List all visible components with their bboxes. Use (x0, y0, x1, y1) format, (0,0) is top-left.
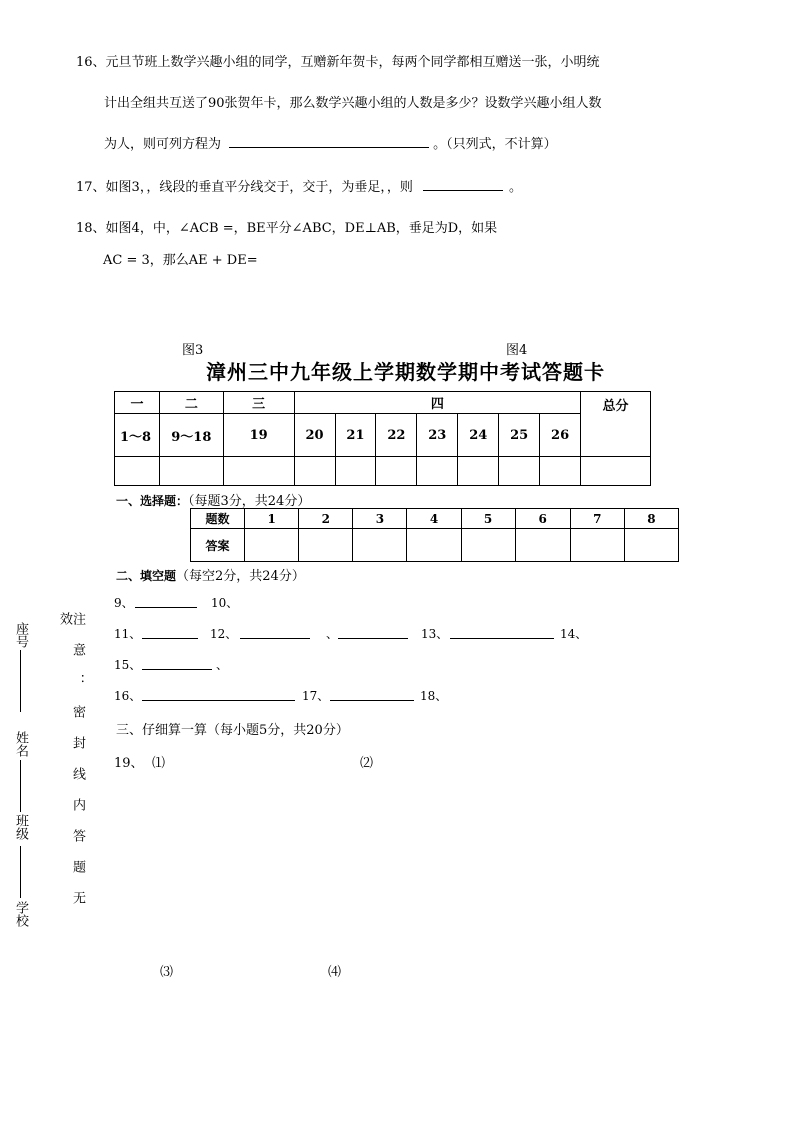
fill-16-label: 16、 (114, 689, 142, 703)
fill-18-label: 18、 (420, 689, 448, 703)
score-table (114, 391, 651, 486)
q19-part3: ⑶ (160, 965, 174, 980)
fill-12-blank-b[interactable] (338, 638, 408, 639)
score-cell[interactable] (376, 457, 417, 486)
score-header-2: 二 (159, 392, 223, 414)
choice-answer-cell[interactable] (353, 529, 407, 562)
figure-4-label: 图4 (506, 343, 528, 358)
q19-part4: ⑷ (328, 965, 342, 980)
q16-suffix: 。（只列式，不计算） (433, 137, 557, 152)
q16-answer-blank[interactable] (229, 135, 429, 148)
score-cell[interactable] (115, 457, 160, 486)
section3-heading: 三、仔细算一算（每小题5分，共20分） (116, 723, 349, 738)
score-cell[interactable] (159, 457, 223, 486)
score-cell[interactable] (223, 457, 294, 486)
q18-line1: 18、如图4，中，∠ACB =，BE平分∠ABC，DE⊥AB，垂足为D，如果 (76, 221, 498, 236)
fill-12-label: 12、 (210, 627, 238, 641)
fill-10-label: 10、 (211, 596, 239, 610)
fill-9-blank[interactable] (135, 607, 197, 608)
choice-answer-cell[interactable] (461, 529, 515, 562)
choice-num-8: 8 (624, 509, 678, 529)
choice-num-4: 4 (407, 509, 461, 529)
score-header-3: 三 (223, 392, 294, 414)
score-sub-23: 23 (417, 414, 458, 457)
section1-note: （每题3分，共24分） (188, 494, 311, 509)
score-sub-20: 20 (294, 414, 335, 457)
fill-15-label: 15、 (114, 658, 142, 672)
score-cell[interactable] (417, 457, 458, 486)
score-sub-19: 19 (223, 414, 294, 457)
margin-name-label: 姓名 (13, 731, 28, 757)
margin-seat-label: 座号 (13, 622, 28, 648)
choice-answer-cell[interactable] (570, 529, 624, 562)
score-cell[interactable] (499, 457, 540, 486)
q18-line2: AC = 3，那么AE + DE= (103, 253, 258, 268)
fill-13-blank[interactable] (450, 638, 554, 639)
q19-label: 19、 (114, 756, 144, 771)
section1-title: 一、选择题： (116, 494, 189, 508)
choice-num-7: 7 (570, 509, 624, 529)
fill-12-blank-a[interactable] (240, 638, 310, 639)
score-sub-1-8: 1～8 (115, 414, 160, 457)
score-sub-24: 24 (458, 414, 499, 457)
fill-11-label: 11、 (114, 627, 142, 641)
margin-notice: 注意：密封线内答题无效 (57, 612, 85, 922)
q17 (76, 176, 522, 195)
fill-15-separator: 、 (216, 658, 229, 672)
score-header-1: 一 (115, 392, 160, 414)
q17-prefix: 17、如图3，，线段的垂直平分线交于，交于，为垂足，，则 (76, 180, 413, 195)
q17-suffix: 。 (508, 180, 522, 195)
fill-16-blank[interactable] (142, 700, 295, 701)
q16-line2: 计出全组共互送了90张贺年卡，那么数学兴趣小组的人数是多少？设数学兴趣小组人数 (104, 96, 602, 111)
score-sub-26: 26 (540, 414, 581, 457)
fill-14-label: 14、 (560, 627, 588, 641)
margin-class-line[interactable] (20, 846, 21, 898)
choice-answer-cell[interactable] (245, 529, 299, 562)
choice-answer-cell[interactable] (407, 529, 461, 562)
section2-title: 二、填空题 (116, 569, 177, 583)
q17-answer-blank[interactable] (423, 178, 503, 191)
choice-num-5: 5 (461, 509, 515, 529)
score-sub-22: 22 (376, 414, 417, 457)
score-header-4: 四 (294, 392, 580, 414)
q16-prefix-text: 为人，则可列方程为 (104, 137, 222, 152)
choice-num-2: 2 (299, 509, 353, 529)
choice-num-3: 3 (353, 509, 407, 529)
score-cell[interactable] (540, 457, 581, 486)
choice-answer-cell[interactable] (515, 529, 570, 562)
score-cell[interactable] (294, 457, 335, 486)
q16-line3 (104, 133, 557, 152)
fill-17-blank[interactable] (330, 700, 414, 701)
choice-table (190, 508, 679, 562)
q19-part1: ⑴ (152, 756, 166, 771)
choice-num-6: 6 (515, 509, 570, 529)
margin-seat-line[interactable] (20, 650, 21, 712)
figure-3-label: 图3 (182, 343, 204, 358)
margin-name-line[interactable] (20, 760, 21, 812)
fill-11-blank[interactable] (142, 638, 198, 639)
score-cell[interactable] (581, 457, 651, 486)
fill-9-label: 9、 (114, 596, 134, 610)
section2-heading (116, 565, 305, 584)
fill-12-separator: 、 (326, 627, 339, 641)
section1-heading (116, 490, 310, 509)
margin-school-label: 学校 (13, 901, 28, 927)
q19-part2: ⑵ (360, 756, 374, 771)
score-sub-9-18: 9～18 (159, 414, 223, 457)
fill-15-blank[interactable] (142, 669, 212, 670)
score-header-total: 总分 (581, 392, 651, 457)
q16-line1: 16、元旦节班上数学兴趣小组的同学，互赠新年贺卡，每两个同学都相互赠送一张，小明统 (76, 55, 600, 70)
score-sub-21: 21 (335, 414, 376, 457)
choice-row-label-number: 题数 (191, 509, 245, 529)
score-sub-25: 25 (499, 414, 540, 457)
choice-num-1: 1 (245, 509, 299, 529)
margin-class-label: 班级 (13, 814, 28, 840)
choice-row-label-answer: 答案 (191, 529, 245, 562)
fill-17-label: 17、 (302, 689, 330, 703)
section2-note: （每空2分，共24分） (176, 569, 305, 584)
answer-card-title: 漳州三中九年级上学期数学期中考试答题卡 (206, 360, 605, 384)
fill-13-label: 13、 (421, 627, 449, 641)
choice-answer-cell[interactable] (299, 529, 353, 562)
score-cell[interactable] (458, 457, 499, 486)
choice-answer-cell[interactable] (624, 529, 678, 562)
score-cell[interactable] (335, 457, 376, 486)
